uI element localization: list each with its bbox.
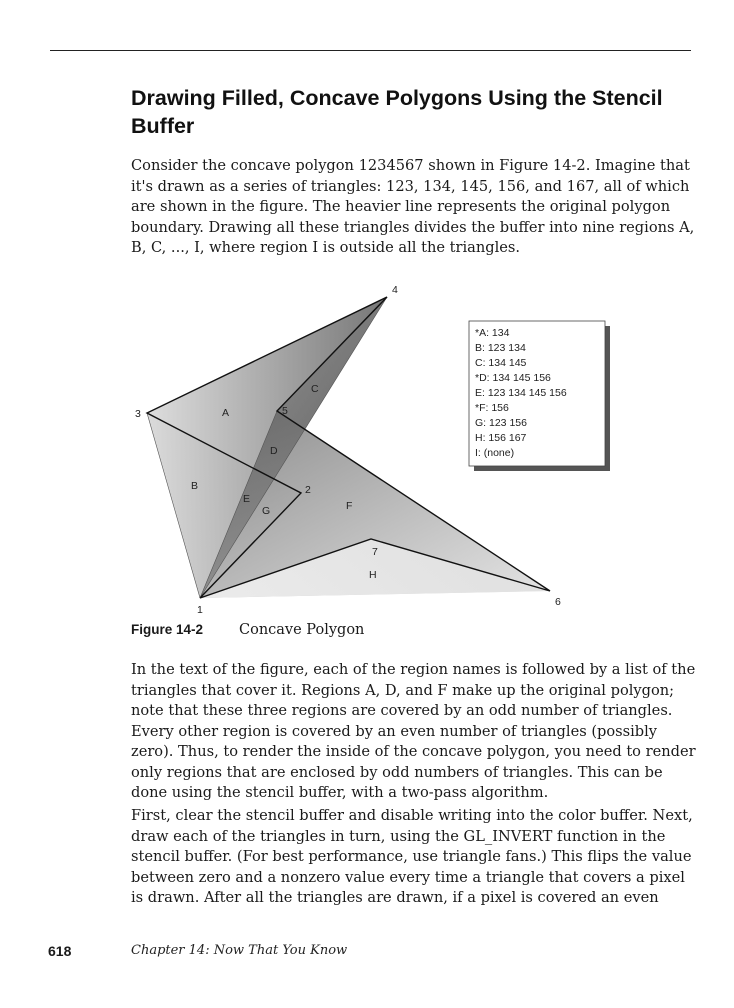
explanation-paragraph: In the text of the figure, each of the region names is followed by a list of the triangles that cover it. Regions A, D, and F make up the original polygon; note that these three regions are covered by an odd number of triangles. Every other region is covered by an even number of triangles (possibly zero). Thus, to render the inside of the concave polygon, you need to render only regions that are enclosed by odd numbers of triangles. This can be done using the stencil buffer, with a two-pass algorithm. bbox=[131, 661, 696, 801]
vertex-label-3: 3 bbox=[135, 408, 141, 420]
legend-entry-h: H: 156 167 bbox=[475, 432, 527, 444]
algorithm-paragraph: First, clear the stencil buffer and disable writing into the color buffer. Next, draw each of the triangles in turn, using the GL_INVERT function in the stencil buffer. (For best performance, use triangle fans.) This flips the value between zero and a nonzero value every time a triangle that covers a pixel is drawn. After all the triangles are drawn, if a pixel is covered an even bbox=[131, 807, 693, 906]
intro-paragraph: Consider the concave polygon 1234567 shown in Figure 14-2. Imagine that it's drawn as a series of triangles: 123, 134, 145, 156, and 167, all of which are shown in the figure. The heavier line represents the original polygon boundary. Drawing all these triangles divides the buffer into nine regions A, B, C, ..., I, where region I is outside all the triangles. bbox=[131, 157, 695, 256]
legend-entry-b: B: 123 134 bbox=[475, 342, 526, 354]
region-label-e: E bbox=[243, 493, 251, 505]
legend-entry-d: *D: 134 145 156 bbox=[475, 372, 551, 384]
running-footer-chapter: Chapter 14: Now That You Know bbox=[131, 943, 348, 958]
figure-caption bbox=[131, 622, 364, 638]
legend-entry-g: G: 123 156 bbox=[475, 417, 527, 429]
vertex-label-7: 7 bbox=[372, 546, 378, 558]
figure-number: Figure 14-2 bbox=[131, 622, 204, 637]
legend-entry-f: *F: 156 bbox=[475, 402, 509, 414]
concave-polygon-figure bbox=[125, 280, 615, 620]
region-label-c: C bbox=[311, 383, 319, 395]
vertex-label-2: 2 bbox=[305, 484, 311, 496]
page-number: 618 bbox=[48, 943, 72, 959]
vertex-label-6: 6 bbox=[555, 596, 561, 608]
top-rule bbox=[50, 50, 691, 51]
vertex-label-1: 1 bbox=[197, 604, 203, 616]
region-label-a: A bbox=[222, 407, 230, 419]
vertex-label-5: 5 bbox=[282, 405, 288, 417]
section-title: Drawing Filled, Concave Polygons Using the Stencil Buffer bbox=[131, 86, 663, 138]
region-label-h: H bbox=[369, 569, 377, 581]
legend-entry-i: I: (none) bbox=[475, 447, 515, 459]
region-label-b: B bbox=[191, 480, 199, 492]
legend-entry-c: C: 134 145 bbox=[475, 357, 527, 369]
vertex-label-4: 4 bbox=[392, 284, 398, 296]
figure-caption-text: Concave Polygon bbox=[239, 622, 365, 638]
legend-entry-a: *A: 134 bbox=[475, 327, 510, 339]
region-label-f: F bbox=[346, 500, 353, 512]
region-label-g: G bbox=[262, 505, 271, 517]
region-label-d: D bbox=[270, 445, 278, 457]
legend-entry-e: E: 123 134 145 156 bbox=[475, 387, 567, 399]
